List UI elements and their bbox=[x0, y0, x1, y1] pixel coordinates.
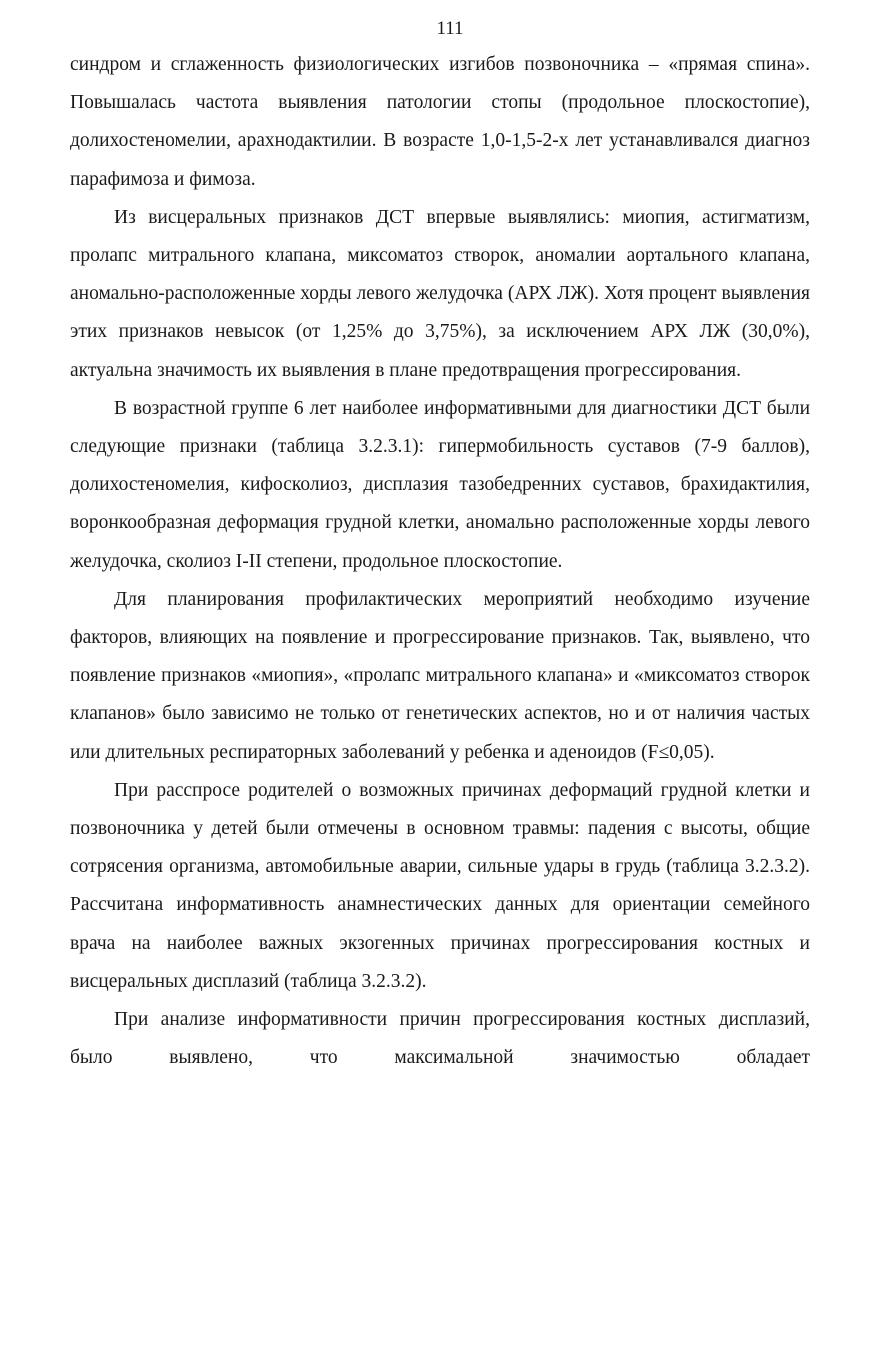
paragraph-3: В возрастной группе 6 лет наиболее информативными для диагностики ДСТ были следующие признаки (таблица 3.2.3.1): гипермобильность суставов (7-9 баллов), долихостеномелия, кифосколиоз, дисплазия тазобедренних суставов, брахидактилия, воронкообразная деформация грудной клетки, аномально расположенные хорды левого желудочка, сколиоз I-II степени, продольное плоскостопие. bbox=[70, 397, 810, 572]
document-page bbox=[70, 14, 810, 1077]
paragraph-6: При анализе информативности причин прогрессирования костных дисплазий, было выявлено, что максимальной значимостью обладает bbox=[70, 1009, 810, 1069]
paragraph-2: Из висцеральных признаков ДСТ впервые выявлялись: миопия, астигматизм, пролапс митрального клапана, миксоматоз створок, аномалии аортального клапана, аномально-расположенные хорды левого желудочка (АРХ ЛЖ). Хотя процент выявления этих признаков невысок (от 1,25% до 3,75%), за исключением АРХ ЛЖ (30,0%), актуальна значимость их выявления в плане предотвращения прогрессирования. bbox=[70, 206, 810, 381]
page-number: 111 bbox=[436, 18, 464, 39]
paragraph-1: синдром и сглаженность физиологических изгибов позвоночника – «прямая спина». Повышалась частота выявления патологии стопы (продольное плоскостопие), долихостеномелии, арахнодактилии. В возрасте 1,0-1,5-2-х лет устанавливался диагноз парафимоза и фимоза. bbox=[70, 54, 810, 190]
paragraph-5: При расспросе родителей о возможных причинах деформаций грудной клетки и позвоночника у детей были отмечены в основном травмы: падения с высоты, общие сотрясения организма, автомобильные аварии, сильные удары в грудь (таблица 3.2.3.2). Рассчитана информативность анамнестических данных для ориентации семейного врача на наиболее важных экзогенных причинах прогрессирования костных и висцеральных дисплазий (таблица 3.2.3.2). bbox=[70, 779, 810, 992]
paragraph-4: Для планирования профилактических мероприятий необходимо изучение факторов, влияющих на появление и прогрессирование признаков. Так, выявлено, что появление признаков «миопия», «пролапс митрального клапана» и «миксоматоз створок клапанов» было зависимо не только от генетических аспектов, но и от наличия частых или длительных респираторных заболеваний у ребенка и аденоидов (F≤0,05). bbox=[70, 588, 810, 763]
